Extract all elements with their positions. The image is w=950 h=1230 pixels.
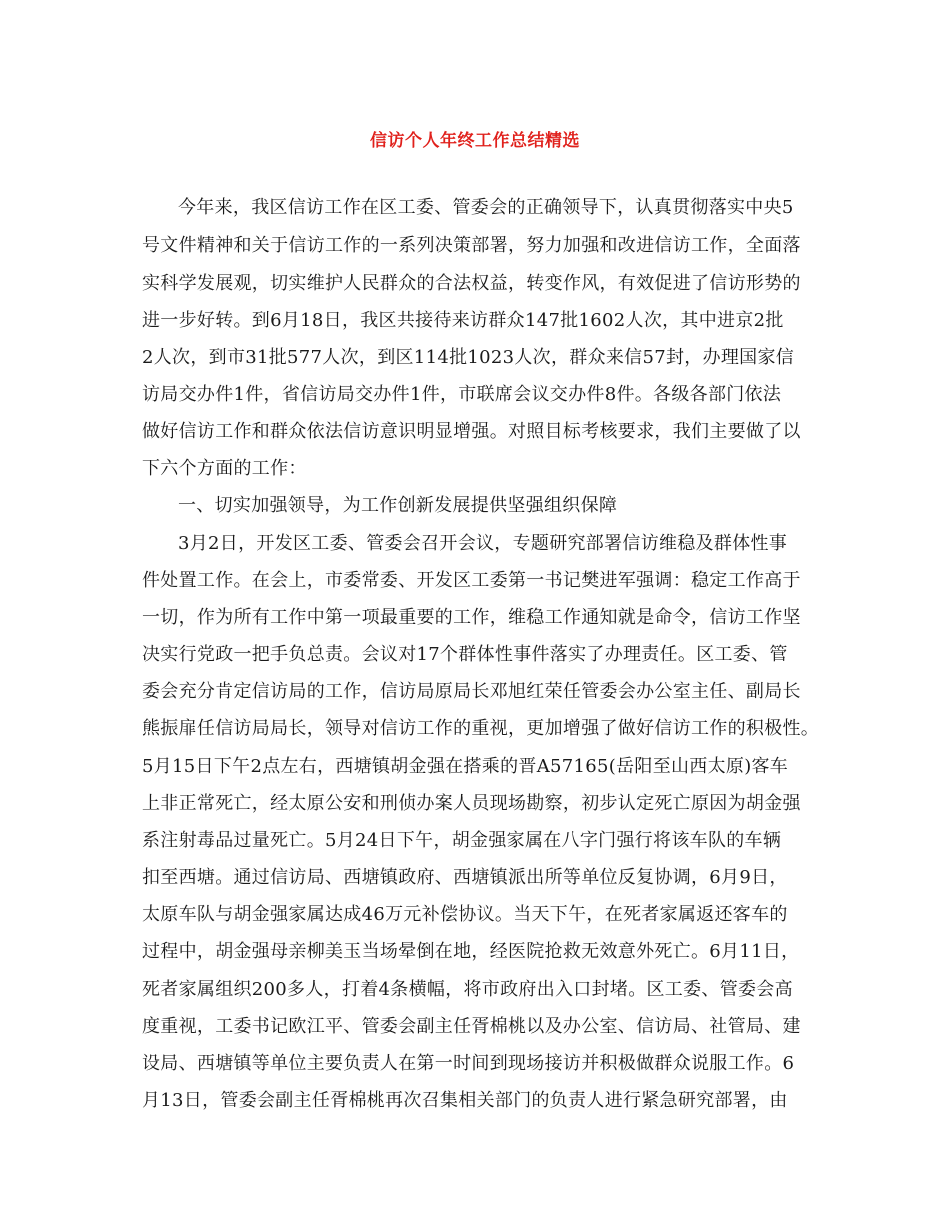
paragraph-line: 号文件精神和关于信访工作的一系列决策部署，努力加强和改进信访工作，全面落 <box>142 235 801 256</box>
paragraph-line: 设局、西塘镇等单位主要负责人在第一时间到现场接访并积极做群众说服工作。6 <box>142 1053 795 1074</box>
paragraph-line: 上非正常死亡，经太原公安和刑侦办案人员现场勘察，初步认定死亡原因为胡金强 <box>142 793 801 814</box>
paragraph-line: 系注射毒品过量死亡。5月24日下午，胡金强家属在八字门强行将该车队的车辆 <box>142 830 782 851</box>
section-heading: 一、切实加强领导，为工作创新发展提供坚强组织保障 <box>178 495 618 516</box>
document-title: 信访个人年终工作总结精选 <box>370 131 580 151</box>
paragraph-line: 3月2日，开发区工委、管委会召开会议，专题研究部署信访维稳及群体性事 <box>178 533 788 554</box>
paragraph-line: 委会充分肯定信访局的工作，信访局原局长邓旭红荣任管委会办公室主任、副局长 <box>142 681 801 702</box>
paragraph-line: 做好信访工作和群众依法信访意识明显增强。对照目标考核要求，我们主要做了以 <box>142 421 801 442</box>
paragraph-line: 一切，作为所有工作中第一项最重要的工作，维稳工作通知就是命令，信访工作坚 <box>142 607 801 628</box>
paragraph-line: 月13日，管委会副主任胥棉桃再次召集相关部门的负责人进行紧急研究部署，由 <box>142 1090 788 1111</box>
paragraph-line: 件处置工作。在会上，市委常委、开发区工委第一书记樊进军强调：稳定工作高于 <box>142 570 801 591</box>
paragraph-line: 太原车队与胡金强家属达成46万元补偿协议。当天下午，在死者家属返还客车的 <box>142 904 788 925</box>
paragraph-line: 下六个方面的工作： <box>142 458 307 479</box>
paragraph-line: 实科学发展观，切实维护人民群众的合法权益，转变作风，有效促进了信访形势的 <box>142 273 801 294</box>
paragraph-line: 度重视，工委书记欧江平、管委会副主任胥棉桃以及办公室、信访局、社管局、建 <box>142 1016 801 1037</box>
paragraph-line: 过程中，胡金强母亲柳美玉当场晕倒在地，经医院抢救无效意外死亡。6月11日， <box>142 941 800 962</box>
paragraph-line: 熊振扉任信访局局长，领导对信访工作的重视，更加增强了做好信访工作的积极性。 <box>142 718 820 739</box>
paragraph-line: 进一步好转。到6月18日，我区共接待来访群众147批1602人次，其中进京2批 <box>142 310 784 331</box>
paragraph-line: 死者家属组织200多人，打着4条横幅，将市政府出入口封堵。区工委、管委会高 <box>142 979 793 1000</box>
paragraph-line: 5月15日下午2点左右，西塘镇胡金强在搭乘的晋A57165(岳阳至山西太原)客车 <box>142 756 789 777</box>
paragraph-line: 今年来，我区信访工作在区工委、管委会的正确领导下，认真贯彻落实中央5 <box>178 197 794 218</box>
paragraph-line: 2人次，到市31批577人次，到区114批1023人次，群众来信57封，办理国家信 <box>142 347 795 368</box>
paragraph-line: 扣至西塘。通过信访局、西塘镇政府、西塘镇派出所等单位反复协调，6月9日， <box>142 867 788 888</box>
paragraph-line: 决实行党政一把手负总责。会议对17个群体性事件落实了办理责任。区工委、管 <box>142 644 788 665</box>
paragraph-line: 访局交办件1件，省信访局交办件1件，市联席会议交办件8件。各级各部门依法 <box>142 384 782 405</box>
